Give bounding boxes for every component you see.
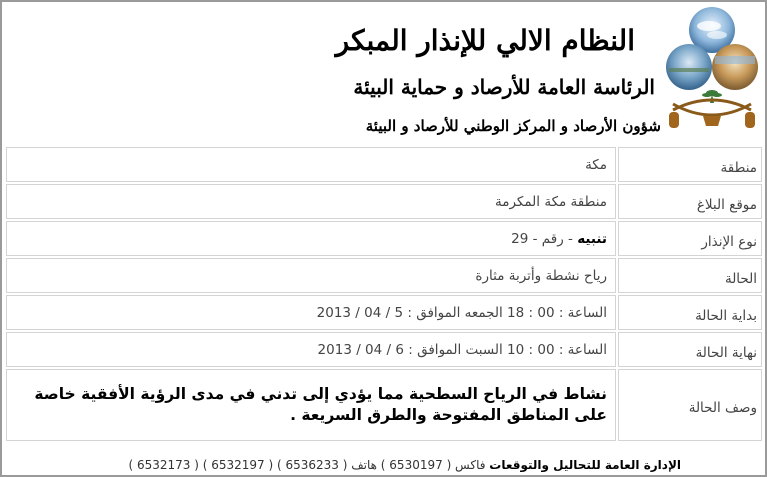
status-value: رياح نشطة وأتربة مثارة <box>6 258 616 293</box>
region-value: مكة <box>6 147 616 182</box>
table-row-description <box>6 369 762 441</box>
footer-contacts <box>128 458 681 472</box>
authority-name: الرئاسة العامة للأرصاد و حماية البيئة <box>353 75 655 99</box>
warning-type-label: نوع الإنذار <box>618 221 762 256</box>
end-value: الساعة : 00 : 10 السبت الموافق : 6 / 04 / 2013 <box>6 332 616 367</box>
table-row-warning-type <box>6 221 762 256</box>
logo-globes-swords-icon <box>663 4 761 138</box>
department-name: شؤون الأرصاد و المركز الوطني للأرصاد و البيئة <box>365 117 661 135</box>
start-value: الساعة : 00 : 18 الجمعه الموافق : 5 / 04 / 2013 <box>6 295 616 330</box>
start-label: بداية الحالة <box>618 295 762 330</box>
table-row-report-location <box>6 184 762 219</box>
page-title: النظام الالي للإنذار المبكر <box>335 24 635 57</box>
footer-org-name: الإدارة العامة للتحاليل والتوقعات <box>489 458 681 472</box>
warning-type-number: - رقم - 29 <box>511 230 578 247</box>
description-value: نشاط في الرياح السطحية مما يؤدي إلى تدني في مدى الرؤية الأفقية خاصة على المناطق المفتوحة والطرق السريعة . <box>6 369 616 441</box>
table-row-end <box>6 332 762 367</box>
end-label: نهاية الحالة <box>618 332 762 367</box>
warning-type-name: تنبيه <box>577 230 607 247</box>
header <box>2 2 765 145</box>
region-label: منطقة <box>618 147 762 182</box>
table-row-start <box>6 295 762 330</box>
report-location-label: موقع البلاغ <box>618 184 762 219</box>
warning-type-value <box>6 221 616 256</box>
table-row-region <box>6 147 762 182</box>
status-label: الحالة <box>618 258 762 293</box>
report-location-value: منطقة مكة المكرمة <box>6 184 616 219</box>
description-label: وصف الحالة <box>618 369 762 441</box>
warning-details-table <box>4 145 764 443</box>
table-row-status <box>6 258 762 293</box>
footer-phone-numbers: فاكس ( 6530197 ) هاتف ( 6536233 ) ( 6532197 ) ( 6532173 ) <box>128 458 490 472</box>
